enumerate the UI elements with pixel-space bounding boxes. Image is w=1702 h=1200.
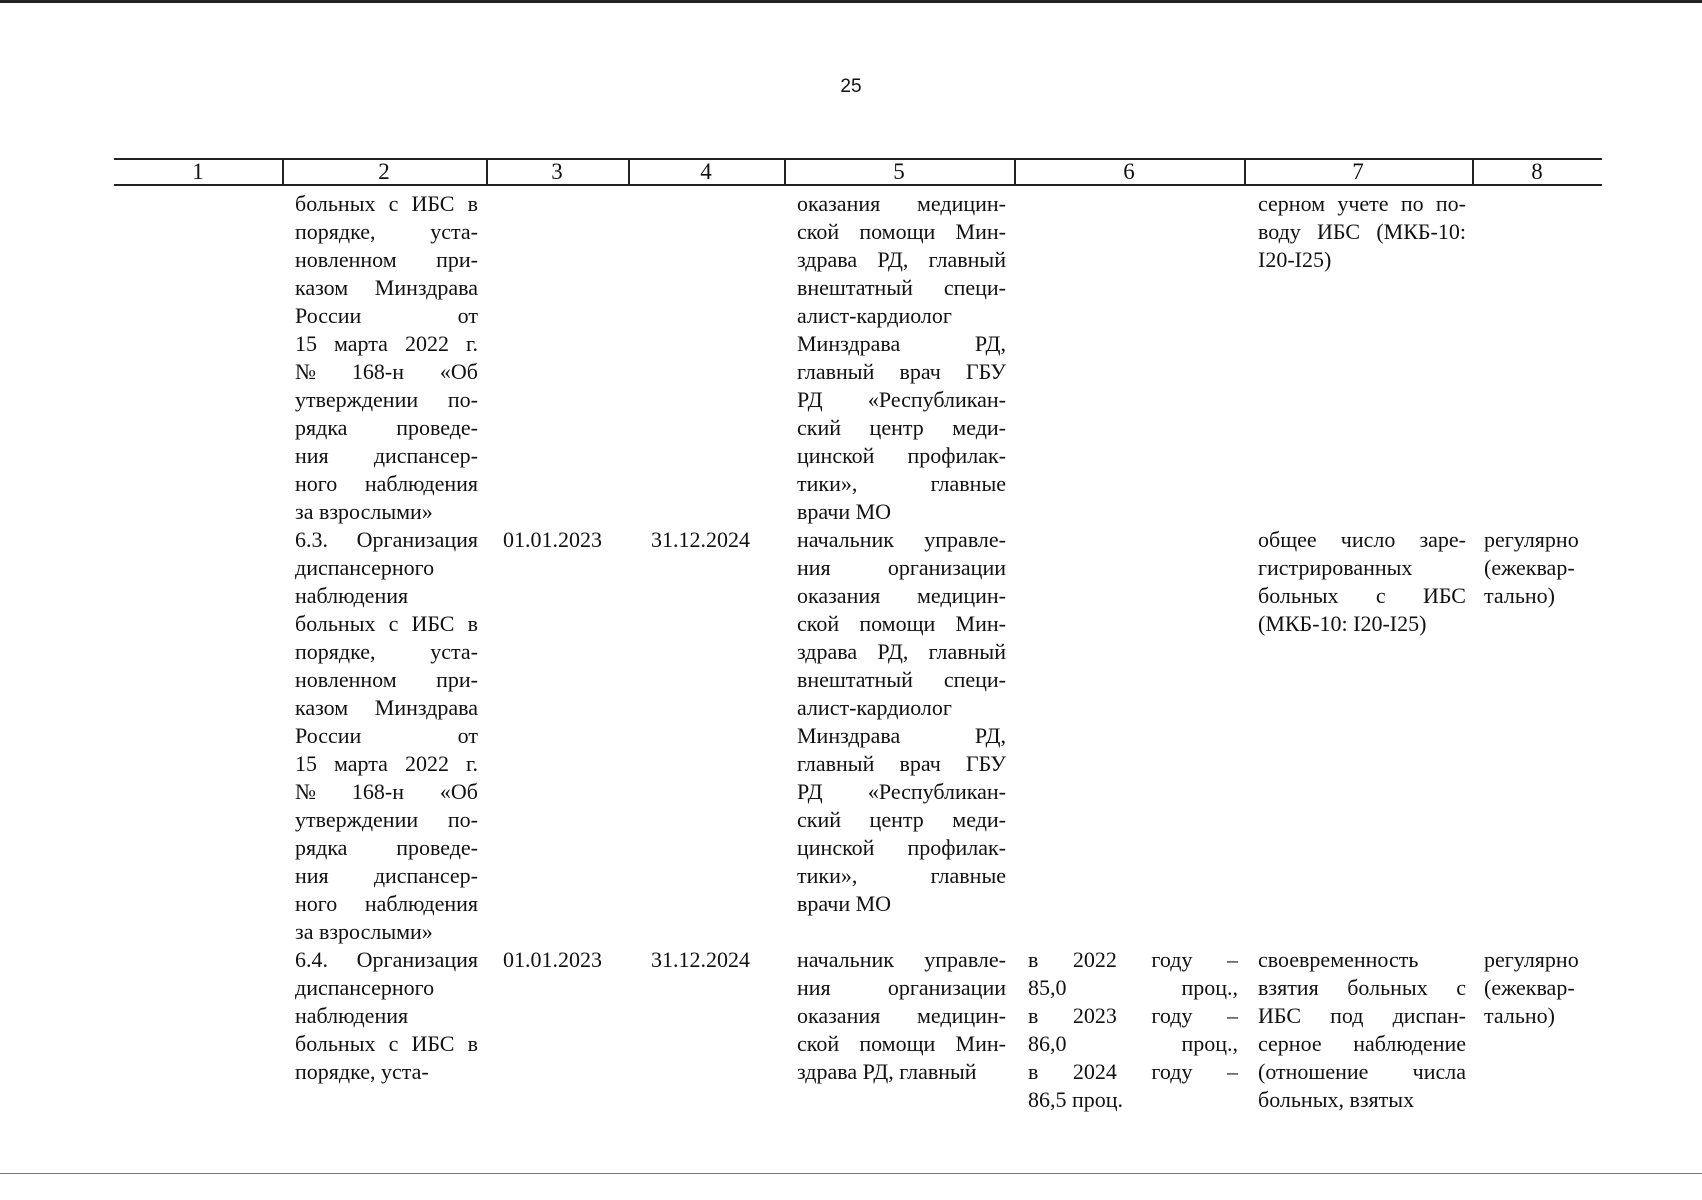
cell-line: ИБС под диспан-: [1258, 1003, 1466, 1028]
cell-line: серном учете по по-: [1258, 191, 1466, 216]
cell-line: в 2022 году –: [1028, 947, 1238, 972]
cell-line: России от: [295, 303, 478, 328]
row2-col8-frequency-text: [1484, 526, 1604, 610]
row2-col7-indicator-text: [1258, 526, 1466, 638]
cell-line: 15 марта 2022 г.: [295, 751, 478, 776]
header-cell-6: 6: [1123, 159, 1135, 184]
cell-line: внештатный специ-: [797, 275, 1006, 300]
cell-line: врачи МО: [797, 891, 892, 916]
header-cell-1: 1: [192, 159, 204, 184]
cell-line: оказания медицин-: [797, 191, 1006, 216]
cell-line: ский центр меди-: [797, 415, 1006, 440]
cell-line: регулярно: [1484, 947, 1579, 972]
cell-line: главный врач ГБУ: [797, 751, 1006, 776]
scan-top-edge: [0, 0, 1702, 3]
cell-line: алист-кардиолог: [797, 695, 952, 720]
cell-line: (отношение числа: [1258, 1059, 1466, 1084]
cell-line: воду ИБС (МКБ-10:: [1258, 219, 1466, 244]
cell-line: ния диспансер-: [295, 443, 478, 468]
cell-line: врачи МО: [797, 499, 892, 524]
row3-col6-target-values: [1028, 946, 1238, 1114]
cell-line: за взрослыми»: [295, 919, 433, 944]
cell-line: в 2023 году –: [1028, 1003, 1238, 1028]
cell-line: тально): [1484, 583, 1555, 608]
cell-line: здрава РД, главный: [797, 639, 1006, 664]
cell-line: серное наблюдение: [1258, 1031, 1466, 1056]
cell-line: ния диспансер-: [295, 863, 478, 888]
cell-line: рядка проведе-: [295, 835, 478, 860]
cell-line: за взрослыми»: [295, 499, 433, 524]
cell-line: новленном при-: [295, 247, 478, 272]
cell-line: регулярно: [1484, 527, 1579, 552]
row3-col4-end-date: 31.12.2024: [651, 947, 750, 972]
cell-line: 85,0 проц.,: [1028, 975, 1238, 1000]
row3-col8-frequency-text: [1484, 946, 1604, 1030]
cell-line: новленном при-: [295, 667, 478, 692]
cell-line: 86,5 проц.: [1028, 1087, 1124, 1112]
cell-line: диспансерного: [295, 975, 435, 1000]
cell-line: России от: [295, 723, 478, 748]
cell-line: гистрированных: [1258, 555, 1413, 580]
cell-line: наблюдения: [295, 1003, 409, 1028]
cell-line: своевременность: [1258, 947, 1419, 972]
header-cell-7: 7: [1352, 159, 1364, 184]
cell-line: ской помощи Мин-: [797, 1031, 1006, 1056]
cell-line: ния организации: [797, 975, 1006, 1000]
cell-line: внештатный специ-: [797, 667, 1006, 692]
cell-line: алист-кардиолог: [797, 303, 952, 328]
cell-line: тики», главные: [797, 471, 1006, 496]
header-cell-4: 4: [700, 159, 712, 184]
cell-line: начальник управле-: [797, 527, 1006, 552]
row1-col5-responsible-text: [797, 190, 1006, 526]
cell-line: больных, взятых: [1258, 1087, 1415, 1112]
cell-line: цинской профилак-: [797, 443, 1006, 468]
row2-col2-measure-text: [295, 526, 478, 946]
cell-line: главный врач ГБУ: [797, 359, 1006, 384]
cell-line: 86,0 проц.,: [1028, 1031, 1238, 1056]
cell-line: порядке, уста-: [295, 219, 478, 244]
header-cell-8: 8: [1531, 159, 1543, 184]
cell-line: I20-I25): [1258, 247, 1332, 272]
cell-line: казом Минздрава: [295, 275, 478, 300]
cell-line: ного наблюдения: [295, 891, 478, 916]
cell-line: диспансерного: [295, 555, 435, 580]
cell-line: цинской профилак-: [797, 835, 1006, 860]
cell-line: рядка проведе-: [295, 415, 478, 440]
cell-line: № 168-н «Об: [295, 359, 478, 384]
cell-line: 15 марта 2022 г.: [295, 331, 478, 356]
cell-line: РД «Республикан-: [797, 387, 1006, 412]
row3-col5-responsible-text: [797, 946, 1006, 1086]
table-header-row: [114, 158, 1602, 186]
cell-line: больных с ИБС в: [295, 1031, 478, 1056]
row2-col3-start-date: 01.01.2023: [503, 527, 602, 552]
cell-line: Минздрава РД,: [797, 331, 1006, 356]
page-number: 25: [840, 76, 862, 97]
cell-line: утверждении по-: [295, 387, 478, 412]
cell-line: больных с ИБС в: [295, 611, 478, 636]
cell-line: ного наблюдения: [295, 471, 478, 496]
cell-line: казом Минздрава: [295, 695, 478, 720]
cell-line: (МКБ-10: I20-I25): [1258, 611, 1427, 636]
cell-line: ской помощи Мин-: [797, 219, 1006, 244]
cell-line: оказания медицин-: [797, 1003, 1006, 1028]
row3-col2-measure-text: [295, 946, 478, 1086]
cell-line: порядке, уста-: [295, 1059, 429, 1084]
cell-line: здрава РД, главный: [797, 1059, 977, 1084]
cell-line: в 2024 году –: [1028, 1059, 1238, 1084]
cell-line: общее число заре-: [1258, 527, 1466, 552]
cell-line: (ежеквар-: [1484, 975, 1575, 1000]
row1-col7-indicator-text: [1258, 190, 1466, 274]
cell-line: № 168-н «Об: [295, 779, 478, 804]
cell-line: ской помощи Мин-: [797, 611, 1006, 636]
row1-col2-measure-text: [295, 190, 478, 526]
cell-line: тально): [1484, 1003, 1555, 1028]
cell-line: ния организации: [797, 555, 1006, 580]
row3-col7-indicator-text: [1258, 946, 1466, 1114]
cell-line: порядке, уста-: [295, 639, 478, 664]
cell-line: 6.3. Организация: [295, 527, 478, 552]
cell-line: тики», главные: [797, 863, 1006, 888]
header-cell-3: 3: [551, 159, 563, 184]
cell-line: 6.4. Организация: [295, 947, 478, 972]
cell-line: ский центр меди-: [797, 807, 1006, 832]
header-bottom-rule: [114, 184, 1602, 186]
cell-line: РД «Республикан-: [797, 779, 1006, 804]
cell-line: здрава РД, главный: [797, 247, 1006, 272]
cell-line: начальник управле-: [797, 947, 1006, 972]
header-cell-2: 2: [378, 159, 390, 184]
cell-line: Минздрава РД,: [797, 723, 1006, 748]
cell-line: (ежеквар-: [1484, 555, 1575, 580]
scan-bottom-edge: [0, 1173, 1702, 1174]
cell-line: больных с ИБС: [1258, 583, 1466, 608]
row2-col4-end-date: 31.12.2024: [651, 527, 750, 552]
cell-line: наблюдения: [295, 583, 409, 608]
header-cell-5: 5: [893, 159, 905, 184]
cell-line: больных с ИБС в: [295, 191, 478, 216]
cell-line: утверждении по-: [295, 807, 478, 832]
cell-line: оказания медицин-: [797, 583, 1006, 608]
cell-line: взятия больных с: [1258, 975, 1466, 1000]
row3-col3-start-date: 01.01.2023: [503, 947, 602, 972]
row2-col5-responsible-text: [797, 526, 1006, 918]
